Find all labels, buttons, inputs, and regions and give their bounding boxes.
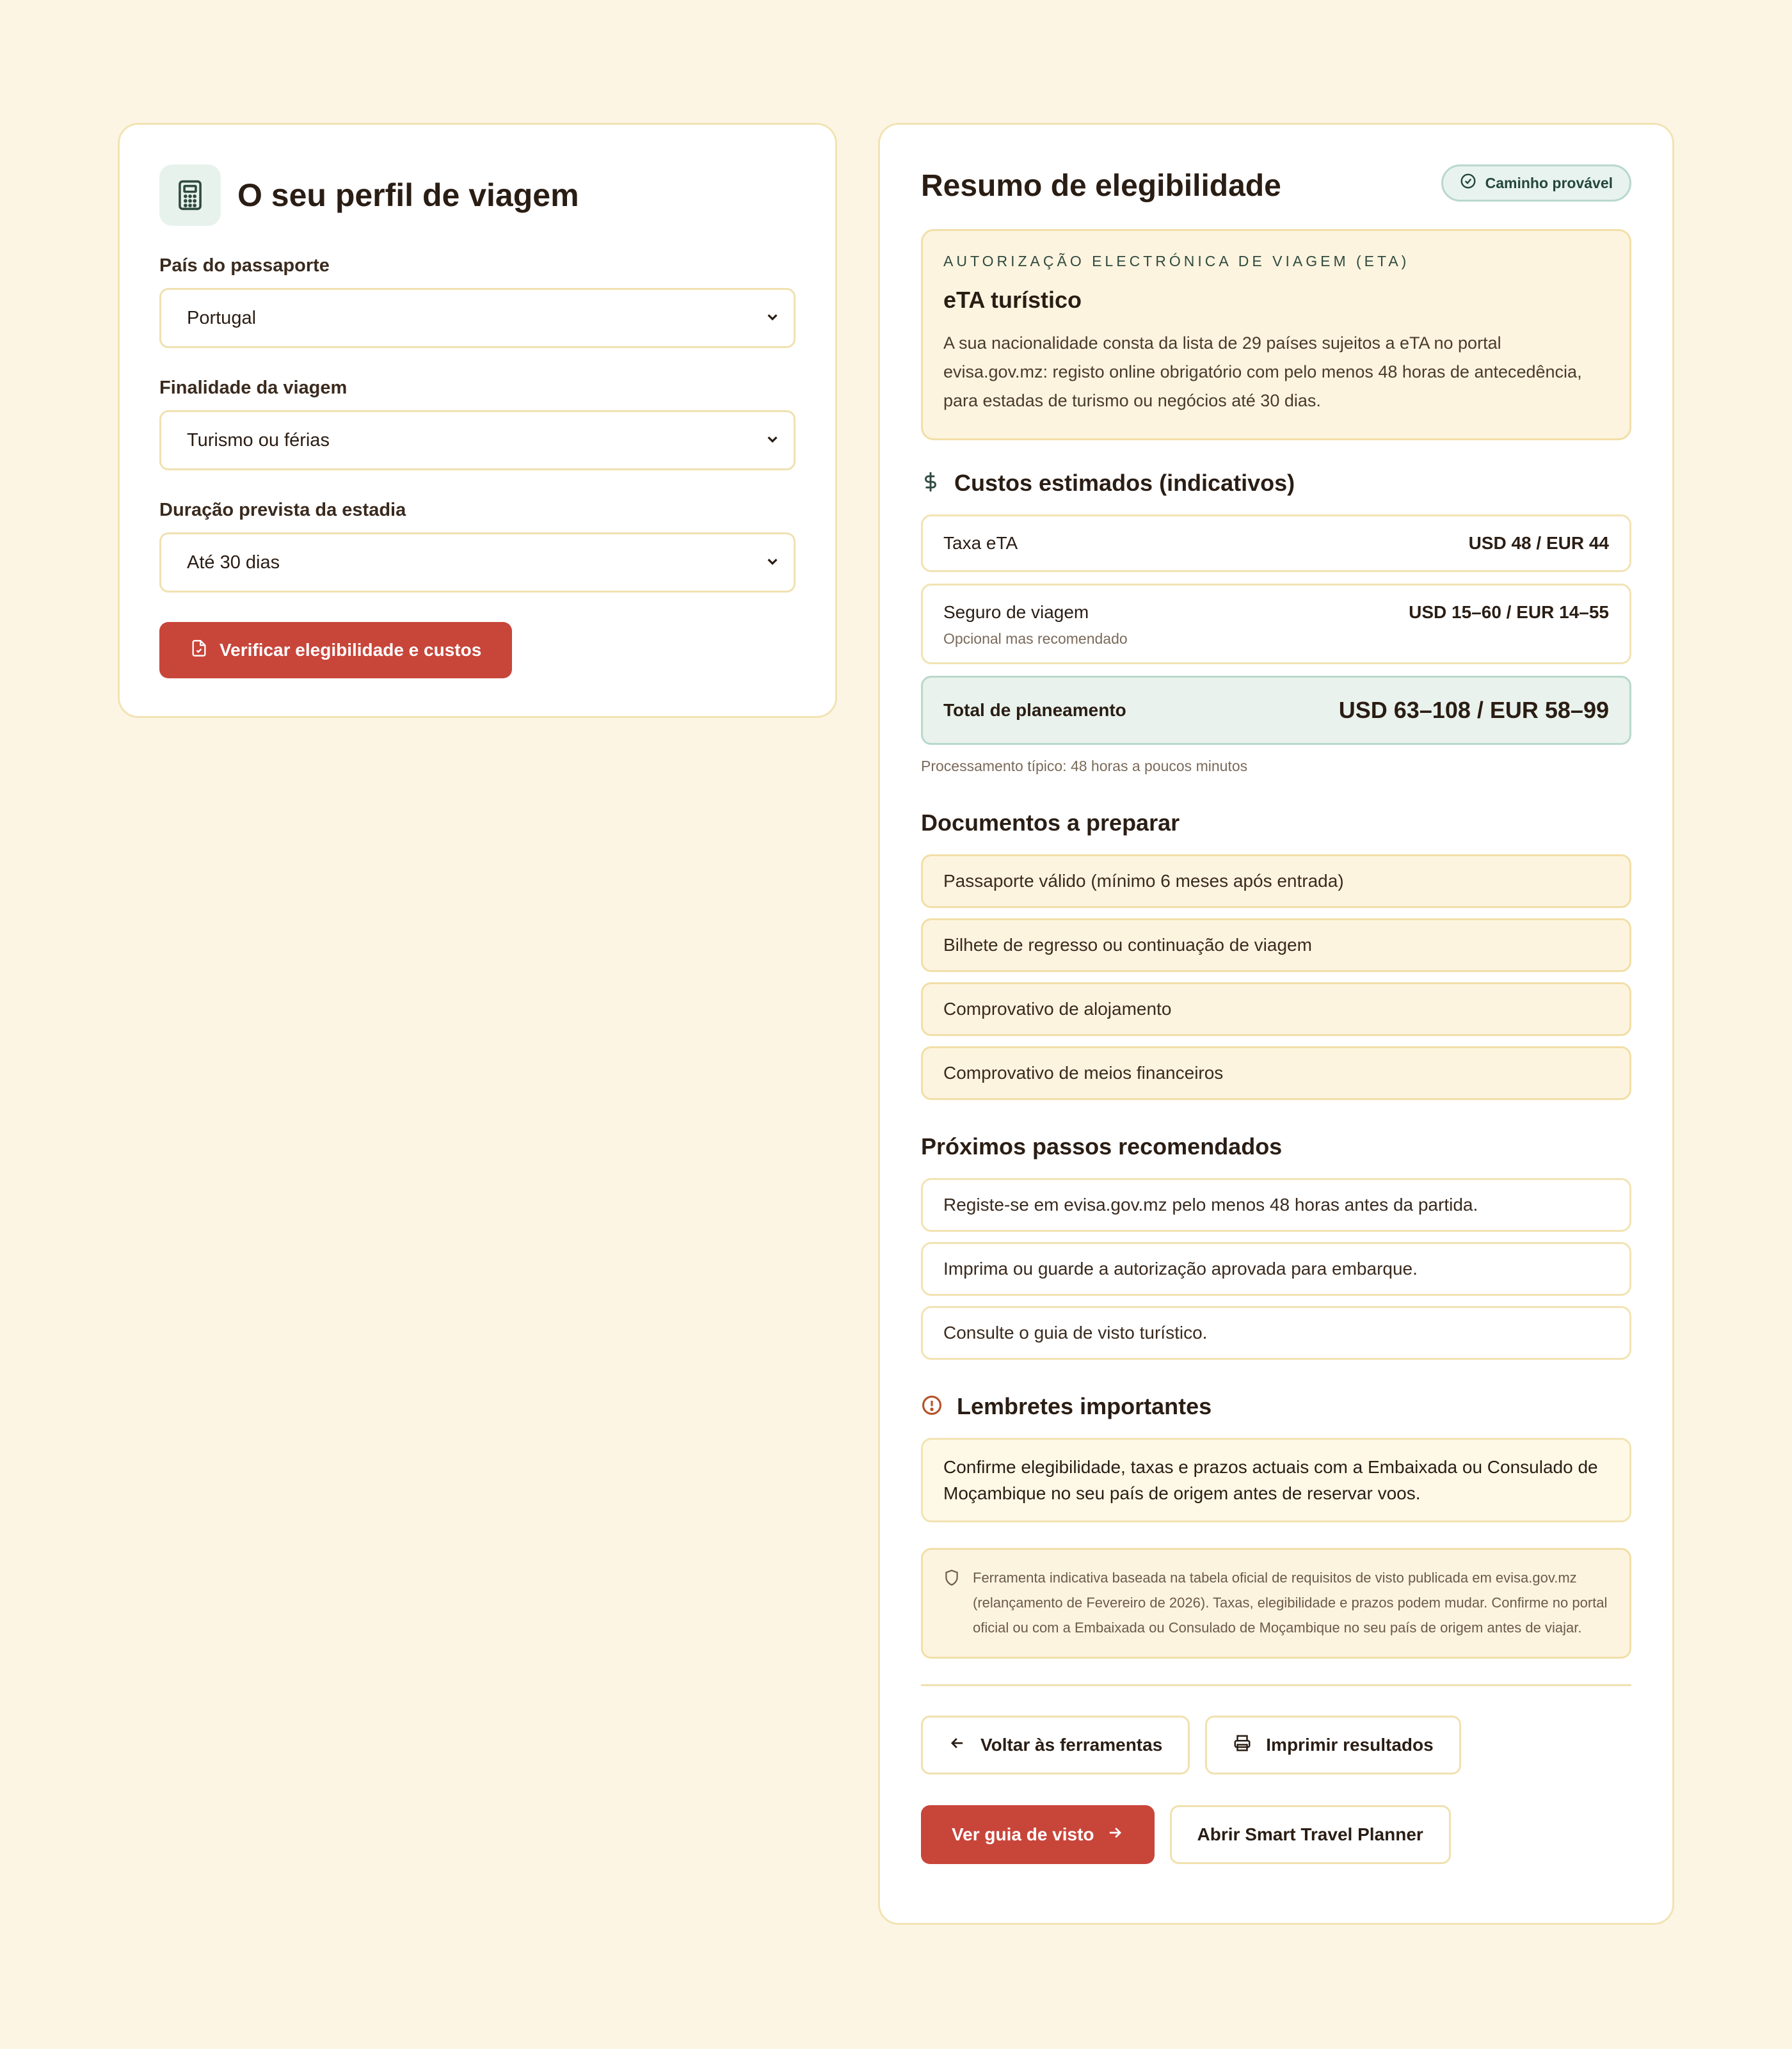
verify-eligibility-button[interactable] bbox=[159, 622, 512, 678]
reminders-header bbox=[921, 1393, 1631, 1420]
verify-button-label: Verificar elegibilidade e custos bbox=[220, 640, 482, 660]
processing-note: Processamento típico: 48 horas a poucos minutos bbox=[921, 758, 1248, 774]
trip-purpose-value: Turismo ou férias bbox=[187, 429, 330, 450]
disclaimer-text: Ferramenta indicativa baseada na tabela oficial de requisitos de visto publicada em evisa.gov.mz (relançamento de Fevereiro de 2026). Taxas, elegibilidade e prazos podem mudar. Confirme no portal oficial ou com a Embaixada ou Consulado de Moçambique no seu país de origem antes de viajar. bbox=[973, 1570, 1608, 1636]
eta-kicker: AUTORIZAÇÃO ELECTRÓNICA DE VIAGEM (ETA) bbox=[943, 253, 1410, 269]
calculator-icon bbox=[159, 164, 221, 226]
eligibility-summary-card bbox=[878, 123, 1674, 1925]
stay-duration-label: Duração prevista da estadia bbox=[159, 500, 406, 520]
shield-icon bbox=[943, 1565, 960, 1640]
summary-title: Resumo de elegibilidade bbox=[921, 169, 1281, 203]
trip-purpose-label: Finalidade da viagem bbox=[159, 378, 348, 398]
stay-duration-select[interactable] bbox=[159, 532, 796, 593]
disclaimer-box bbox=[921, 1548, 1631, 1659]
file-icon bbox=[190, 639, 208, 662]
chevron-down-icon bbox=[765, 308, 780, 329]
secondary-actions bbox=[921, 1716, 1631, 1774]
status-badge-label: Caminho provável bbox=[1485, 174, 1613, 191]
list-item: Passaporte válido (mínimo 6 meses após entrada) bbox=[921, 854, 1631, 908]
dollar-icon bbox=[921, 470, 940, 497]
total-value: USD 63–108 / EUR 58–99 bbox=[1338, 697, 1609, 723]
passport-country-value: Portugal bbox=[187, 307, 257, 328]
list-item: Registe-se em evisa.gov.mz pelo menos 48 horas antes da partida. bbox=[921, 1178, 1631, 1232]
primary-actions bbox=[921, 1805, 1631, 1864]
arrow-right-icon bbox=[1106, 1824, 1124, 1846]
trip-purpose-select[interactable] bbox=[159, 410, 796, 470]
cost-value: USD 15–60 / EUR 14–55 bbox=[1409, 602, 1609, 622]
total-cost-row bbox=[921, 676, 1631, 745]
arrow-left-icon bbox=[948, 1734, 966, 1757]
profile-title: O seu perfil de viagem bbox=[237, 177, 579, 213]
eta-title: eTA turístico bbox=[943, 287, 1082, 313]
check-circle-icon bbox=[1460, 173, 1476, 193]
travel-profile-card bbox=[118, 123, 837, 718]
eta-description: A sua nacionalidade consta da lista de 29 países sujeitos a eTA no portal evisa.gov.mz: registo online obrigatório com pelo menos 48 horas de antecedência, para estadas de turismo ou negócios até 30 dias. bbox=[943, 333, 1582, 410]
documents-title: Documentos a preparar bbox=[921, 809, 1180, 836]
list-item: Imprima ou guarde a autorização aprovada para embarque. bbox=[921, 1242, 1631, 1296]
summary-header bbox=[921, 164, 1631, 203]
costs-header bbox=[921, 470, 1631, 497]
passport-country-select[interactable] bbox=[159, 288, 796, 348]
costs-title: Custos estimados (indicativos) bbox=[954, 470, 1295, 496]
next-steps-header bbox=[921, 1133, 1631, 1160]
print-results-button[interactable] bbox=[1205, 1716, 1460, 1774]
chevron-down-icon bbox=[765, 430, 780, 451]
view-visa-guide-button[interactable] bbox=[921, 1805, 1155, 1864]
alert-circle-icon bbox=[921, 1394, 943, 1419]
next-steps-title: Próximos passos recomendados bbox=[921, 1133, 1283, 1160]
stay-duration-value: Até 30 dias bbox=[187, 552, 280, 573]
eta-info-box bbox=[921, 229, 1631, 440]
back-button-label: Voltar às ferramentas bbox=[980, 1735, 1163, 1755]
cost-sublabel: Opcional mas recomendado bbox=[943, 630, 1128, 647]
next-steps-list bbox=[921, 1178, 1631, 1360]
cost-row-eta-fee bbox=[921, 514, 1631, 572]
total-label: Total de planeamento bbox=[943, 700, 1126, 720]
reminder-box: Confirme elegibilidade, taxas e prazos actuais com a Embaixada ou Consulado de Moçambique no seu país de origem antes de reservar voos. bbox=[921, 1438, 1631, 1522]
planner-button-label: Abrir Smart Travel Planner bbox=[1197, 1824, 1423, 1844]
cost-value: USD 48 / EUR 44 bbox=[1468, 533, 1609, 553]
list-item: Consulte o guia de visto turístico. bbox=[921, 1306, 1631, 1360]
reminders-title: Lembretes importantes bbox=[957, 1393, 1212, 1419]
list-item: Bilhete de regresso ou continuação de viagem bbox=[921, 918, 1631, 972]
guide-button-label: Ver guia de visto bbox=[952, 1824, 1094, 1844]
documents-list bbox=[921, 854, 1631, 1100]
divider bbox=[921, 1684, 1631, 1686]
passport-country-label: País do passaporte bbox=[159, 255, 330, 276]
status-badge bbox=[1441, 164, 1631, 202]
back-to-tools-button[interactable] bbox=[921, 1716, 1190, 1774]
cost-label: Taxa eTA bbox=[943, 533, 1018, 553]
list-item: Comprovativo de meios financeiros bbox=[921, 1046, 1631, 1100]
chevron-down-icon bbox=[765, 552, 780, 573]
list-item: Comprovativo de alojamento bbox=[921, 982, 1631, 1036]
profile-header bbox=[159, 164, 796, 226]
documents-header bbox=[921, 809, 1631, 836]
open-travel-planner-button[interactable] bbox=[1170, 1805, 1451, 1864]
cost-label: Seguro de viagem bbox=[943, 602, 1089, 622]
printer-icon bbox=[1233, 1734, 1252, 1757]
print-button-label: Imprimir resultados bbox=[1266, 1735, 1434, 1755]
cost-row-insurance bbox=[921, 584, 1631, 664]
